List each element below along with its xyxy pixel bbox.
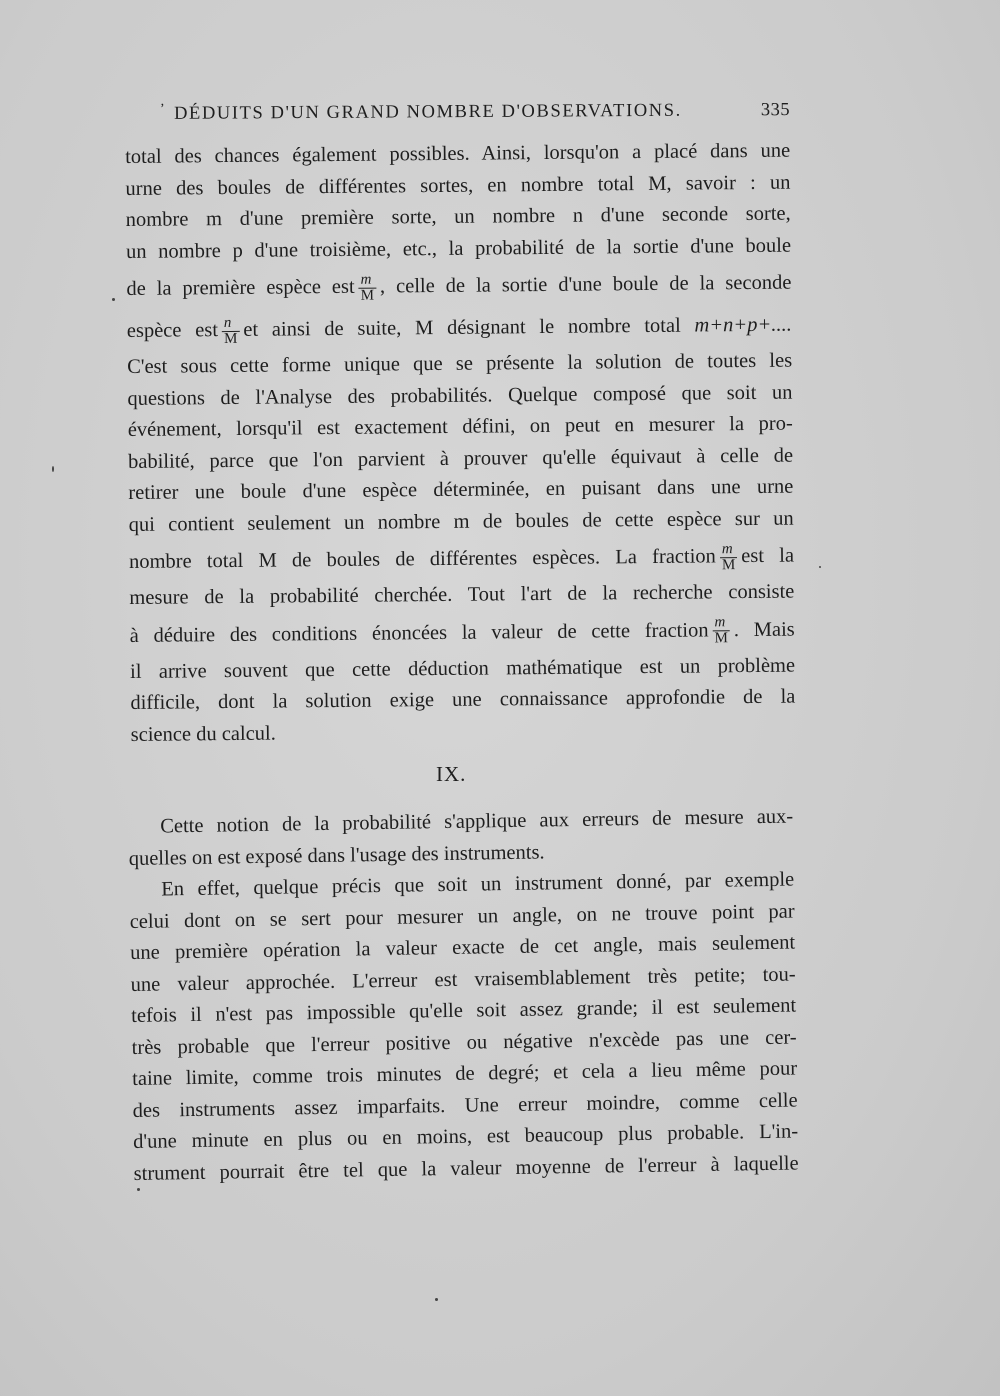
fraction-numerator: m	[720, 542, 737, 558]
text-line-with-fraction	[129, 535, 794, 583]
text-line-with-fraction	[127, 304, 792, 352]
paper-speck	[137, 1188, 140, 1191]
text-fragment: est la	[741, 544, 795, 568]
text-line: taine limite, comme trois minutes de degré; et cela a lieu même pour	[132, 1057, 798, 1090]
paragraph-2-and-3	[128, 802, 799, 1190]
text-fragment: de la première espèce est	[126, 275, 355, 300]
margin-mark: ’	[159, 101, 167, 117]
text-line: une première opération la valeur exacte de cet angle, mais seulement	[130, 931, 796, 964]
paragraph-1	[125, 136, 796, 751]
paper-speck	[112, 298, 115, 301]
text-fragment: espèce est	[126, 319, 219, 342]
section-heading: IX.	[436, 762, 467, 786]
fraction-numerator: n	[222, 316, 239, 332]
text-fragment: à déduire des conditions énoncées la valeur de cette fraction	[129, 618, 709, 647]
fraction-n-over-M	[222, 316, 240, 347]
text-line: d'une minute en plus ou en moins, est beaucoup plus probable. L'in-	[133, 1120, 799, 1153]
text-line-with-fraction	[130, 608, 795, 656]
running-head	[150, 100, 790, 134]
text-line: événement, lorsqu'il est exactement défini, on peut en mesurer la pro-	[127, 412, 793, 441]
text-line: une valeur approchée. L'erreur est vraisemblablement très petite; tou-	[130, 963, 796, 996]
text-fragment: et ainsi de suite, M désignant le nombre total	[243, 314, 681, 341]
text-line: C'est sous cette forme unique que se présente la solution de toutes les	[127, 349, 793, 378]
text-line: science du calcul.	[130, 722, 276, 746]
text-line: difficile, dont la solution exige une connaissance approfondie de la	[130, 685, 796, 714]
fraction-denominator: M	[360, 287, 375, 304]
text-line: très probable que l'erreur positive ou négative n'excède pas une cer-	[131, 1026, 797, 1059]
text-line: nombre m d'une première sorte, un nombre n d'une seconde sorte,	[125, 202, 791, 231]
fraction-denominator: M	[714, 630, 729, 647]
sum-expression: m+n+p+....	[694, 313, 792, 337]
text-line: un nombre p d'une troisième, etc., la probabilité de la sortie d'une boule	[125, 234, 792, 263]
text-line: babilité, parce que l'on parvient à prouver qu'elle équivaut à celle de	[127, 444, 794, 473]
text-line: qui contient seulement un nombre m de boules de cette espèce sur un	[128, 507, 794, 536]
text-line: mesure de la probabilité cherchée. Tout l'art de la recherche consiste	[129, 580, 795, 609]
paper-speck	[819, 566, 821, 568]
text-line: Cette notion de la probabilité s'applique aux erreurs de mesure aux-	[160, 805, 794, 838]
text-line-with-fraction	[126, 262, 791, 310]
paper-speck	[52, 466, 54, 472]
running-head-title: DÉDUITS D'UN GRAND NOMBRE D'OBSERVATIONS.	[173, 100, 682, 124]
text-line: il arrive souvent que cette déduction mathématique est un problème	[129, 654, 796, 683]
page-number: 335	[760, 100, 791, 121]
text-line: tefois il n'est pas impossible qu'elle soit assez grande; il est seulement	[131, 994, 797, 1027]
text-line: urne des boules de différentes sortes, en nombre total M, savoir : un	[125, 171, 791, 200]
text-line: quelles on est exposé dans l'usage des instruments.	[128, 840, 545, 870]
text-line: questions de l'Analyse des probabilités. Quelque composé que soit un	[127, 381, 793, 410]
text-line: celui dont on se sert pour mesurer un angle, on ne trouve point par	[129, 900, 795, 933]
text-fragment: nombre total M de boules de différentes espèces. La fraction	[128, 545, 716, 573]
text-fragment: , celle de la sortie d'une boule de la seconde	[379, 271, 792, 298]
text-fragment: . Mais	[733, 618, 795, 641]
fraction-m-over-M	[712, 616, 730, 647]
fraction-m-over-M	[358, 272, 376, 303]
paper-speck	[435, 1298, 438, 1301]
fraction-denominator: M	[223, 330, 238, 347]
fraction-denominator: M	[721, 556, 736, 574]
text-line: En effet, quelque précis que soit un instrument donné, par exemple	[161, 868, 795, 901]
fraction-m-over-M	[720, 542, 738, 573]
fraction-numerator: m	[712, 616, 729, 632]
text-line: total des chances également possibles. Ainsi, lorsqu'on a placé dans une	[125, 139, 791, 168]
fraction-numerator: m	[358, 272, 375, 288]
text-line: strument pourrait être tel que la valeur moyenne de l'erreur à laquelle	[133, 1152, 799, 1185]
text-line: des instruments assez imparfaits. Une erreur moindre, comme celle	[132, 1089, 798, 1122]
text-line: retirer une boule d'une espèce déterminée, en puisant dans une urne	[128, 475, 794, 504]
